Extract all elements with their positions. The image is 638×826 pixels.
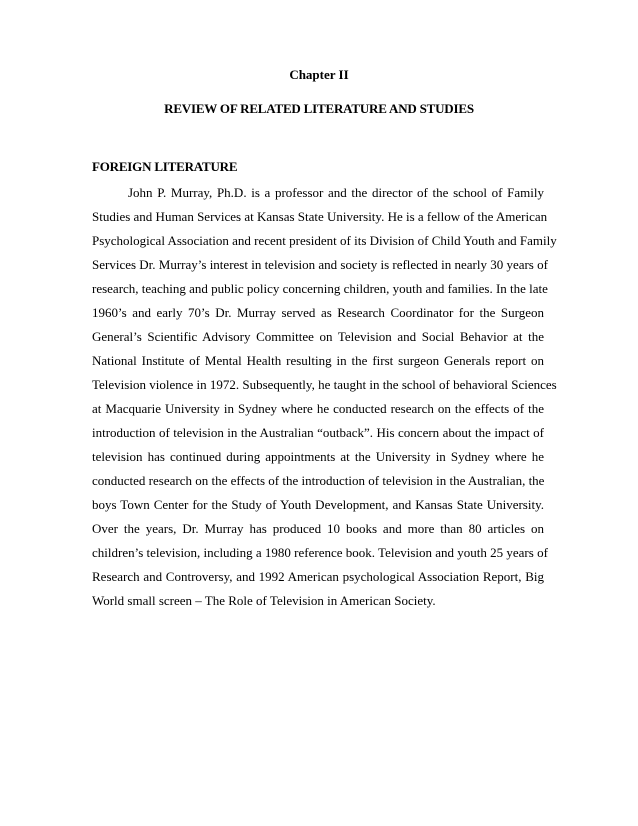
paragraph-line: Services Dr. Murray’s interest in television and society is reflected in nearly 30 years of <box>92 257 548 272</box>
paragraph-line: 1960’s and early 70’s Dr. Murray served as Research Coordinator for the Surgeon <box>92 305 544 320</box>
paragraph-line: Over the years, Dr. Murray has produced 10 books and more than 80 articles on <box>92 521 544 536</box>
paragraph-line: Research and Controversy, and 1992 American psychological Association Report, Big <box>92 569 544 584</box>
paragraph-line: Studies and Human Services at Kansas State University. He is a fellow of the American <box>92 209 548 224</box>
paragraph-line: research, teaching and public policy concerning children, youth and families. In the late <box>92 281 548 296</box>
paragraph-line: World small screen – The Role of Television in American Society. <box>92 593 436 608</box>
paragraph-line: television has continued during appointments at the University in Sydney where he <box>92 449 544 464</box>
paragraph-line: John P. Murray, Ph.D. is a professor and the director of the school of Family <box>128 185 544 200</box>
chapter-title: REVIEW OF RELATED LITERATURE AND STUDIES <box>164 101 474 116</box>
paragraph-line: conducted research on the effects of the introduction of television in the Australian, the <box>92 473 545 488</box>
chapter-heading: Chapter II <box>289 67 349 82</box>
paragraph-line: children’s television, including a 1980 reference book. Television and youth 25 years of <box>92 545 548 560</box>
paragraph-line: Psychological Association and recent president of its Division of Child Youth and Family <box>92 233 557 248</box>
paragraph-line: boys Town Center for the Study of Youth Development, and Kansas State University. <box>92 497 544 512</box>
paragraph-line: introduction of television in the Australian “outback”. His concern about the impact of <box>92 425 544 440</box>
paragraph-line: National Institute of Mental Health resulting in the first surgeon Generals report on <box>92 353 544 368</box>
paragraph-line: at Macquarie University in Sydney where he conducted research on the effects of the <box>92 401 544 416</box>
body-paragraph <box>92 185 557 617</box>
section-subheading: FOREIGN LITERATURE <box>92 159 238 174</box>
paragraph-line: General’s Scientific Advisory Committee on Television and Social Behavior at the <box>92 329 544 344</box>
paragraph-line: Television violence in 1972. Subsequently, he taught in the school of behavioral Sciences <box>92 377 557 392</box>
